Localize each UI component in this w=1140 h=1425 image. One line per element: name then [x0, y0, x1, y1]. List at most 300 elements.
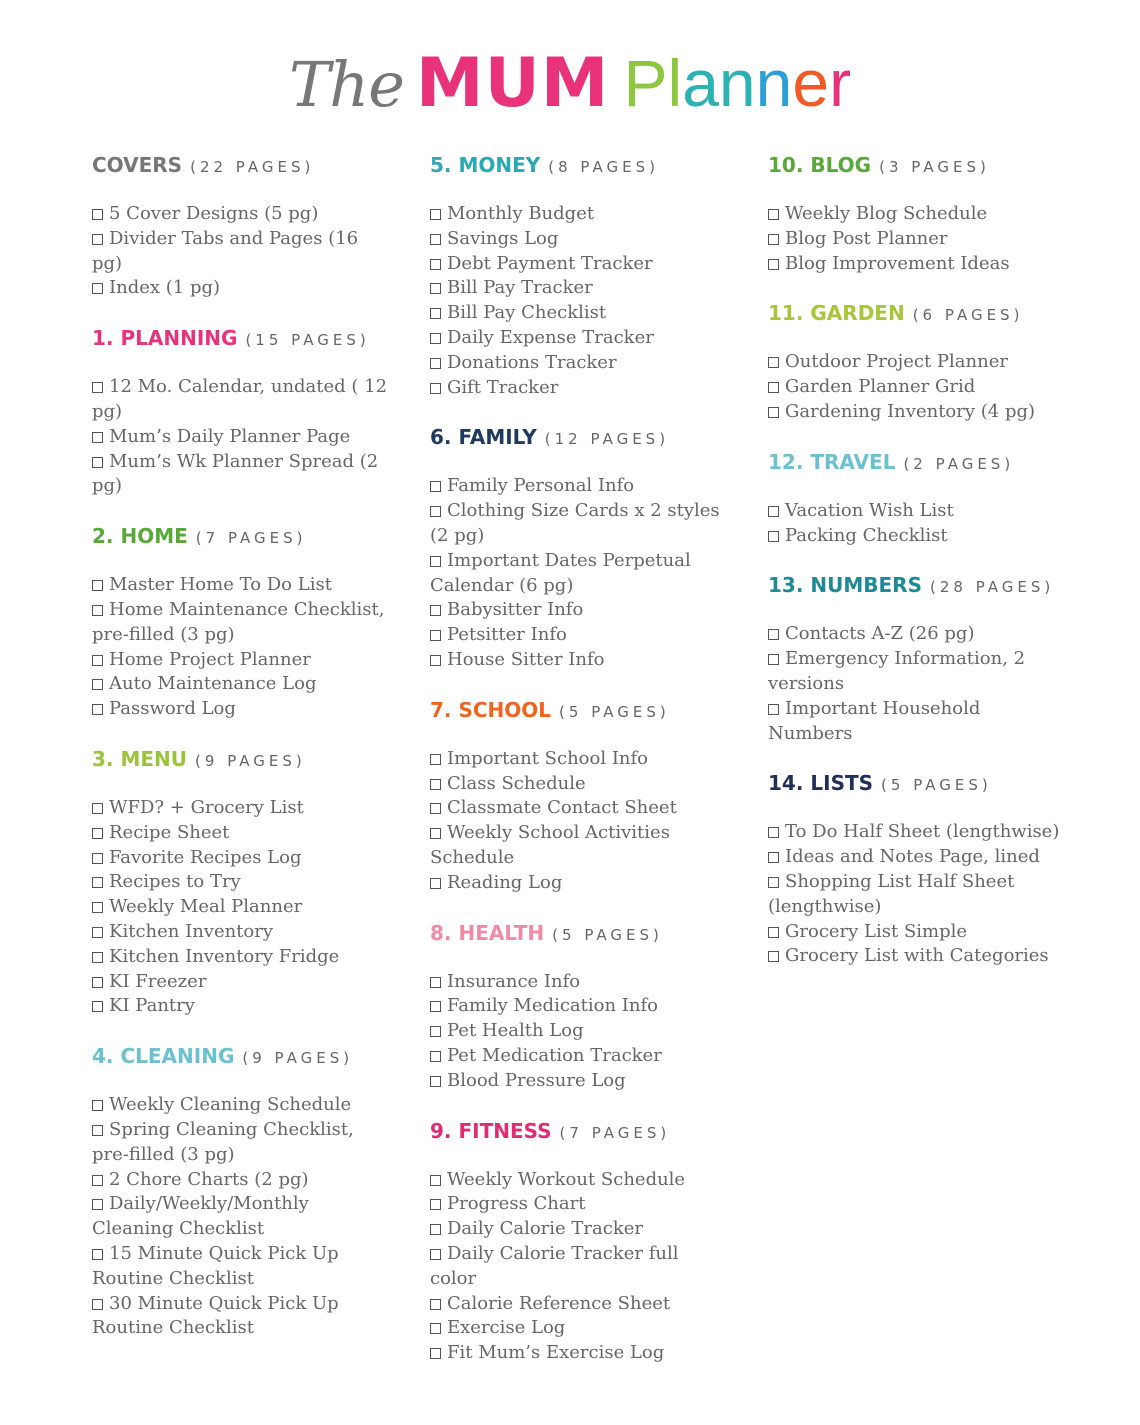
- checklist-item-label: Favorite Recipes Log: [109, 846, 302, 868]
- checkbox-icon[interactable]: [430, 1199, 441, 1210]
- checklist-item-label: Daily Expense Tracker: [447, 326, 654, 348]
- title-planner-letter: n: [755, 46, 793, 120]
- checklist-item: [768, 944, 1068, 969]
- checklist-item-label: Bill Pay Tracker: [447, 277, 593, 299]
- checklist-item-label: 12 Mo. Calendar, undated ( 12 pg): [92, 376, 388, 422]
- checkbox-icon[interactable]: [430, 1299, 441, 1310]
- checklist: [768, 622, 1068, 746]
- column-2: [430, 150, 730, 1388]
- section: [92, 1041, 392, 1341]
- section-page-count: (7 PAGES): [559, 1123, 671, 1142]
- checklist-item-label: Master Home To Do List: [109, 574, 332, 596]
- checklist-item-label: Gift Tracker: [447, 376, 559, 398]
- checkbox-icon[interactable]: [768, 704, 779, 715]
- checkbox-icon[interactable]: [430, 977, 441, 988]
- section: [92, 323, 392, 499]
- checkbox-icon[interactable]: [430, 1175, 441, 1186]
- checklist-item: [92, 598, 392, 648]
- checklist-item: [430, 1217, 730, 1242]
- section-heading: [768, 570, 1068, 600]
- checkbox-icon[interactable]: [92, 1299, 103, 1310]
- section-page-count: (3 PAGES): [879, 158, 990, 176]
- checkbox-icon[interactable]: [430, 333, 441, 344]
- checklist-item-label: Weekly Cleaning Schedule: [109, 1094, 352, 1116]
- checklist-item-label: Important Dates Perpetual Calendar (6 pg): [430, 549, 691, 596]
- checklist-item: [768, 350, 1068, 375]
- checkbox-icon[interactable]: [768, 927, 779, 938]
- title-mum: MUM: [415, 44, 610, 123]
- checkbox-icon[interactable]: [92, 877, 103, 888]
- checkbox-icon[interactable]: [92, 679, 103, 690]
- checkbox-icon[interactable]: [430, 1224, 441, 1235]
- section-title: 9. FITNESS: [430, 1118, 552, 1143]
- section-heading: [430, 422, 730, 452]
- checklist-item: [430, 202, 730, 227]
- checklist-item: [768, 920, 1068, 945]
- section-heading: [92, 521, 392, 551]
- checklist-item-label: House Sitter Info: [447, 648, 605, 670]
- checklist-item-label: Vacation Wish List: [785, 499, 954, 521]
- checkbox-icon[interactable]: [768, 852, 779, 863]
- checklist-item-label: KI Freezer: [109, 970, 207, 992]
- checkbox-icon[interactable]: [768, 234, 779, 245]
- checklist: [92, 202, 392, 301]
- checklist-item-label: 2 Chore Charts (2 pg): [109, 1168, 309, 1190]
- checklist-item: [430, 747, 730, 772]
- section-heading: [430, 1116, 730, 1146]
- checklist-item: [430, 772, 730, 797]
- checklist-item: [430, 474, 730, 499]
- checklist-item: [92, 573, 392, 598]
- checklist-item: [430, 1316, 730, 1341]
- checklist-item-label: Family Personal Info: [447, 475, 635, 497]
- section-title: 5. MONEY: [430, 153, 541, 177]
- checklist-item: [92, 994, 392, 1019]
- column-1: [92, 150, 392, 1363]
- checklist: [430, 202, 730, 400]
- checkbox-icon[interactable]: [92, 1175, 103, 1186]
- checklist-item-label: Debt Payment Tracker: [447, 252, 653, 274]
- checklist-item: [768, 622, 1068, 647]
- section: [92, 150, 392, 301]
- checklist-item: [92, 895, 392, 920]
- section: [92, 744, 392, 1019]
- checklist-item: [92, 920, 392, 945]
- section-heading: [92, 744, 392, 774]
- checkbox-icon[interactable]: [430, 1348, 441, 1359]
- checklist-item: [92, 648, 392, 673]
- checklist: [768, 499, 1068, 549]
- checkbox-icon[interactable]: [92, 432, 103, 443]
- checkbox-icon[interactable]: [768, 357, 779, 368]
- checklist-item: [430, 871, 730, 896]
- checklist-item-label: WFD? + Grocery List: [109, 796, 304, 818]
- checkbox-icon[interactable]: [92, 209, 103, 220]
- checklist-item: [430, 1019, 730, 1044]
- checkbox-icon[interactable]: [768, 382, 779, 393]
- checklist-item-label: Grocery List Simple: [785, 920, 968, 942]
- checkbox-icon[interactable]: [92, 457, 103, 468]
- checklist: [92, 573, 392, 722]
- section-title: 3. MENU: [92, 746, 188, 771]
- checklist-item-label: Packing Checklist: [785, 524, 948, 546]
- checklist-item: [92, 796, 392, 821]
- checklist-item: [430, 796, 730, 821]
- checklist: [92, 796, 392, 1019]
- title-planner: [623, 45, 851, 121]
- checklist-item-label: Garden Planner Grid: [785, 376, 976, 398]
- checklist-item: [430, 598, 730, 623]
- checklist-item-label: Family Medication Info: [447, 995, 658, 1017]
- title-the: The: [288, 48, 404, 121]
- checklist: [430, 747, 730, 896]
- checkbox-icon[interactable]: [430, 506, 441, 517]
- checkbox-icon[interactable]: [92, 580, 103, 591]
- section-title: 6. FAMILY: [430, 425, 537, 450]
- checklist-item-label: Daily Calorie Tracker: [447, 1218, 643, 1240]
- checkbox-icon[interactable]: [430, 605, 441, 616]
- checklist-item: [768, 499, 1068, 524]
- checklist-item: [430, 276, 730, 301]
- checkbox-icon[interactable]: [768, 259, 779, 270]
- section: [768, 150, 1068, 276]
- page-title: [0, 44, 1140, 124]
- checklist-item: [430, 252, 730, 277]
- checklist-item: [92, 1192, 392, 1242]
- checklist-item-label: Clothing Size Cards x 2 styles (2 pg): [430, 500, 720, 546]
- checklist-item-label: Daily/Weekly/Monthly Cleaning Checklist: [92, 1193, 309, 1240]
- section-page-count: (6 PAGES): [912, 306, 1024, 325]
- checkbox-icon[interactable]: [92, 655, 103, 666]
- checkbox-icon[interactable]: [92, 1249, 103, 1260]
- section: [430, 150, 730, 400]
- checkbox-icon[interactable]: [768, 654, 779, 665]
- checklist-item: [430, 499, 730, 549]
- checklist-item: [430, 821, 730, 871]
- checklist-item: [430, 1044, 730, 1069]
- checklist-item-label: Mum’s Daily Planner Page: [109, 425, 351, 447]
- checklist-item: [768, 820, 1068, 845]
- checklist-item-label: To Do Half Sheet (lengthwise): [785, 821, 1060, 843]
- checklist-item-label: Mum’s Wk Planner Spread (2 pg): [92, 450, 379, 497]
- checkbox-icon[interactable]: [92, 902, 103, 913]
- section-heading: [92, 150, 392, 180]
- checklist-item: [92, 1292, 392, 1342]
- checklist: [430, 1168, 730, 1366]
- checklist-item-label: Pet Health Log: [447, 1020, 584, 1042]
- checklist-item: [430, 1341, 730, 1366]
- checkbox-icon[interactable]: [430, 209, 441, 220]
- section-page-count: (5 PAGES): [552, 925, 663, 944]
- checklist-item-label: Gardening Inventory (4 pg): [785, 400, 1036, 422]
- section-page-count: (8 PAGES): [548, 158, 659, 176]
- checklist-item: [92, 846, 392, 871]
- checklist-item: [430, 351, 730, 376]
- section-title: 12. TRAVEL: [768, 449, 896, 474]
- checkbox-icon[interactable]: [768, 951, 779, 962]
- section-page-count: (22 PAGES): [190, 158, 315, 176]
- checklist-item-label: Calorie Reference Sheet: [447, 1292, 671, 1314]
- checklist-item: [92, 1168, 392, 1193]
- checklist-item: [430, 1168, 730, 1193]
- checkbox-icon[interactable]: [92, 853, 103, 864]
- checklist-item: [92, 1242, 392, 1292]
- checkbox-icon[interactable]: [768, 209, 779, 220]
- section-heading: [430, 695, 730, 725]
- section: [768, 570, 1068, 746]
- checklist-item-label: Weekly Workout Schedule: [447, 1168, 686, 1190]
- checkbox-icon[interactable]: [92, 927, 103, 938]
- checklist-item: [92, 672, 392, 697]
- checklist-item-label: 15 Minute Quick Pick Up Routine Checklist: [92, 1242, 339, 1289]
- checklist-item: [768, 227, 1068, 252]
- title-planner-letter: l: [667, 46, 683, 120]
- checklist-item: [92, 375, 392, 425]
- checklist-item: [92, 227, 392, 277]
- checklist-item: [92, 450, 392, 500]
- section-page-count: (7 PAGES): [195, 529, 307, 548]
- section-page-count: (5 PAGES): [559, 702, 670, 721]
- checklist-item-label: Contacts A-Z (26 pg): [785, 623, 975, 645]
- section-title: 14. LISTS: [768, 771, 874, 796]
- checklist-item-label: Weekly School Activities Schedule: [430, 822, 670, 868]
- checklist-item: [430, 301, 730, 326]
- section-page-count: (9 PAGES): [242, 1049, 354, 1068]
- checklist-item: [768, 400, 1068, 425]
- checklist-item-label: Donations Tracker: [447, 351, 617, 373]
- checkbox-icon[interactable]: [430, 259, 441, 270]
- checkbox-icon[interactable]: [430, 234, 441, 245]
- section-title: 13. NUMBERS: [768, 573, 922, 598]
- checklist-item-label: Ideas and Notes Page, lined: [785, 846, 1040, 868]
- checklist: [92, 375, 392, 499]
- checkbox-icon[interactable]: [430, 358, 441, 369]
- section: [768, 298, 1068, 424]
- checklist-item-label: KI Pantry: [109, 995, 195, 1017]
- section-heading: [768, 768, 1068, 798]
- checkbox-icon[interactable]: [92, 1100, 103, 1111]
- checklist-item: [430, 1292, 730, 1317]
- section: [430, 1116, 730, 1366]
- title-planner-letter: a: [682, 46, 719, 120]
- section-page-count: (12 PAGES): [544, 430, 670, 449]
- checkbox-icon[interactable]: [430, 283, 441, 294]
- section-page-count: (28 PAGES): [929, 578, 1055, 597]
- section-heading: [768, 447, 1068, 477]
- checkbox-icon[interactable]: [430, 1323, 441, 1334]
- checkbox-icon[interactable]: [768, 629, 779, 640]
- section-title: 11. GARDEN: [768, 301, 905, 326]
- checkbox-icon[interactable]: [430, 308, 441, 319]
- section: [768, 447, 1068, 549]
- section-title: 10. BLOG: [768, 153, 872, 177]
- checklist-item: [768, 524, 1068, 549]
- checklist-item: [92, 945, 392, 970]
- section-title: 7. SCHOOL: [430, 697, 552, 722]
- checklist-item-label: Weekly Meal Planner: [109, 896, 303, 918]
- checklist-item: [92, 1118, 392, 1168]
- checklist-item: [430, 227, 730, 252]
- checklist-item-label: Grocery List with Categories: [785, 945, 1049, 967]
- checklist: [430, 970, 730, 1094]
- section-heading: [430, 150, 730, 180]
- checklist-item: [92, 697, 392, 722]
- title-planner-letter: n: [718, 46, 756, 120]
- checklist-item-label: Shopping List Half Sheet (lengthwise): [768, 870, 1015, 917]
- section: [430, 695, 730, 896]
- checkbox-icon[interactable]: [92, 803, 103, 814]
- checklist-item-label: Monthly Budget: [447, 203, 595, 224]
- checkbox-icon[interactable]: [430, 1001, 441, 1012]
- section: [430, 918, 730, 1094]
- checklist-item-label: Important School Info: [447, 747, 649, 769]
- checklist-item-label: Reading Log: [447, 871, 563, 893]
- checkbox-icon[interactable]: [430, 655, 441, 666]
- checkbox-icon[interactable]: [430, 878, 441, 889]
- section-title: 2. HOME: [92, 524, 188, 549]
- title-planner-letter: e: [792, 46, 830, 120]
- checklist-item-label: Progress Chart: [447, 1193, 586, 1215]
- checklist-item-label: 30 Minute Quick Pick Up Routine Checklist: [92, 1292, 339, 1339]
- section-page-count: (2 PAGES): [903, 454, 1015, 473]
- checklist-item: [92, 1093, 392, 1118]
- checklist-item: [768, 252, 1068, 277]
- checklist-item: [92, 202, 392, 227]
- checklist-item-label: Weekly Blog Schedule: [785, 203, 988, 224]
- checklist-item-label: Blood Pressure Log: [447, 1069, 626, 1091]
- checkbox-icon[interactable]: [92, 283, 103, 294]
- checklist-item-label: Babysitter Info: [447, 599, 584, 621]
- checklist-item: [430, 970, 730, 995]
- checklist-item-label: Classmate Contact Sheet: [447, 797, 677, 819]
- checkbox-icon[interactable]: [430, 481, 441, 492]
- section-title: 1. PLANNING: [92, 326, 238, 351]
- checklist-item: [92, 821, 392, 846]
- checklist-item-label: Kitchen Inventory Fridge: [109, 945, 340, 967]
- section-heading: [430, 918, 730, 948]
- section-page-count: (15 PAGES): [245, 331, 370, 350]
- checklist-item: [768, 647, 1068, 697]
- checklist-item-label: Blog Improvement Ideas: [785, 252, 1010, 274]
- section-heading: [92, 323, 392, 353]
- section: [430, 422, 730, 672]
- checklist-item: [430, 549, 730, 599]
- checklist-item: [92, 970, 392, 995]
- checklist-item-label: Recipe Sheet: [109, 821, 230, 843]
- checklist-item-label: Savings Log: [447, 227, 559, 249]
- checkbox-icon[interactable]: [430, 383, 441, 394]
- checklist: [768, 202, 1068, 276]
- checkbox-icon[interactable]: [430, 630, 441, 641]
- checklist-item-label: Blog Post Planner: [785, 227, 948, 249]
- checkbox-icon[interactable]: [92, 704, 103, 715]
- checklist-item: [768, 845, 1068, 870]
- checkbox-icon[interactable]: [430, 1249, 441, 1260]
- checklist-item-label: Pet Medication Tracker: [447, 1044, 662, 1066]
- checkbox-icon[interactable]: [430, 1076, 441, 1087]
- section-heading: [92, 1041, 392, 1071]
- checkbox-icon[interactable]: [92, 1001, 103, 1012]
- checkbox-icon[interactable]: [430, 754, 441, 765]
- checklist-item-label: Petsitter Info: [447, 624, 567, 646]
- section-heading: [768, 150, 1068, 180]
- checklist-item-label: Recipes to Try: [109, 871, 241, 893]
- section-page-count: (5 PAGES): [881, 776, 992, 795]
- checkbox-icon[interactable]: [92, 828, 103, 839]
- checkbox-icon[interactable]: [430, 1026, 441, 1037]
- checklist-item: [430, 623, 730, 648]
- checklist-item: [430, 376, 730, 401]
- section: [768, 768, 1068, 969]
- checklist-item: [430, 648, 730, 673]
- title-planner-letter: r: [829, 46, 852, 120]
- checklist-item: [768, 870, 1068, 920]
- checklist-item-label: Password Log: [109, 698, 236, 720]
- checkbox-icon[interactable]: [768, 407, 779, 418]
- checkbox-icon[interactable]: [92, 1199, 103, 1210]
- title-planner-letter: P: [623, 46, 668, 120]
- checklist-item: [768, 375, 1068, 400]
- checklist-item: [92, 870, 392, 895]
- checklist-item-label: 5 Cover Designs (5 pg): [109, 203, 319, 224]
- checkbox-icon[interactable]: [430, 828, 441, 839]
- checklist-item-label: Kitchen Inventory: [109, 920, 274, 942]
- checkbox-icon[interactable]: [768, 531, 779, 542]
- checklist-item-label: Class Schedule: [447, 772, 586, 794]
- checkbox-icon[interactable]: [430, 556, 441, 567]
- section-page-count: (9 PAGES): [195, 751, 306, 770]
- checklist-item: [768, 202, 1068, 227]
- column-3: [768, 150, 1068, 991]
- checklist: [768, 820, 1068, 969]
- checklist-item-label: Bill Pay Checklist: [447, 302, 607, 324]
- checklist: [768, 350, 1068, 424]
- checkbox-icon[interactable]: [92, 605, 103, 616]
- section-title: 8. HEALTH: [430, 920, 545, 945]
- checklist-item-label: Exercise Log: [447, 1317, 566, 1339]
- checklist-item: [768, 697, 1068, 747]
- checklist-item: [430, 1192, 730, 1217]
- checkbox-icon[interactable]: [430, 803, 441, 814]
- checklist-item-label: Auto Maintenance Log: [109, 673, 317, 695]
- checkbox-icon[interactable]: [430, 1051, 441, 1062]
- checkbox-icon[interactable]: [92, 952, 103, 963]
- checkbox-icon[interactable]: [92, 382, 103, 393]
- checklist-item-label: Outdoor Project Planner: [785, 351, 1008, 373]
- section-title: 4. CLEANING: [92, 1044, 235, 1069]
- checklist-item-label: Index (1 pg): [109, 277, 221, 299]
- section: [92, 521, 392, 722]
- checkbox-icon[interactable]: [768, 827, 779, 838]
- checklist-item-label: Important Household Numbers: [768, 697, 981, 744]
- checklist-item-label: Emergency Information, 2 versions: [768, 648, 1026, 694]
- checkbox-icon[interactable]: [92, 1125, 103, 1136]
- checkbox-icon[interactable]: [92, 234, 103, 245]
- section-title: COVERS: [92, 153, 183, 177]
- checklist-item-label: Home Project Planner: [109, 648, 311, 670]
- checklist: [430, 474, 730, 672]
- checkbox-icon[interactable]: [430, 779, 441, 790]
- checkbox-icon[interactable]: [768, 877, 779, 888]
- checklist-item: [430, 1069, 730, 1094]
- checklist-item-label: Divider Tabs and Pages (16 pg): [92, 227, 359, 274]
- checklist-item-label: Insurance Info: [447, 970, 581, 992]
- checklist: [92, 1093, 392, 1341]
- checkbox-icon[interactable]: [768, 506, 779, 517]
- checkbox-icon[interactable]: [92, 977, 103, 988]
- checklist-item: [430, 1242, 730, 1292]
- checklist-item-label: Home Maintenance Checklist, pre-filled (3 pg): [92, 598, 385, 645]
